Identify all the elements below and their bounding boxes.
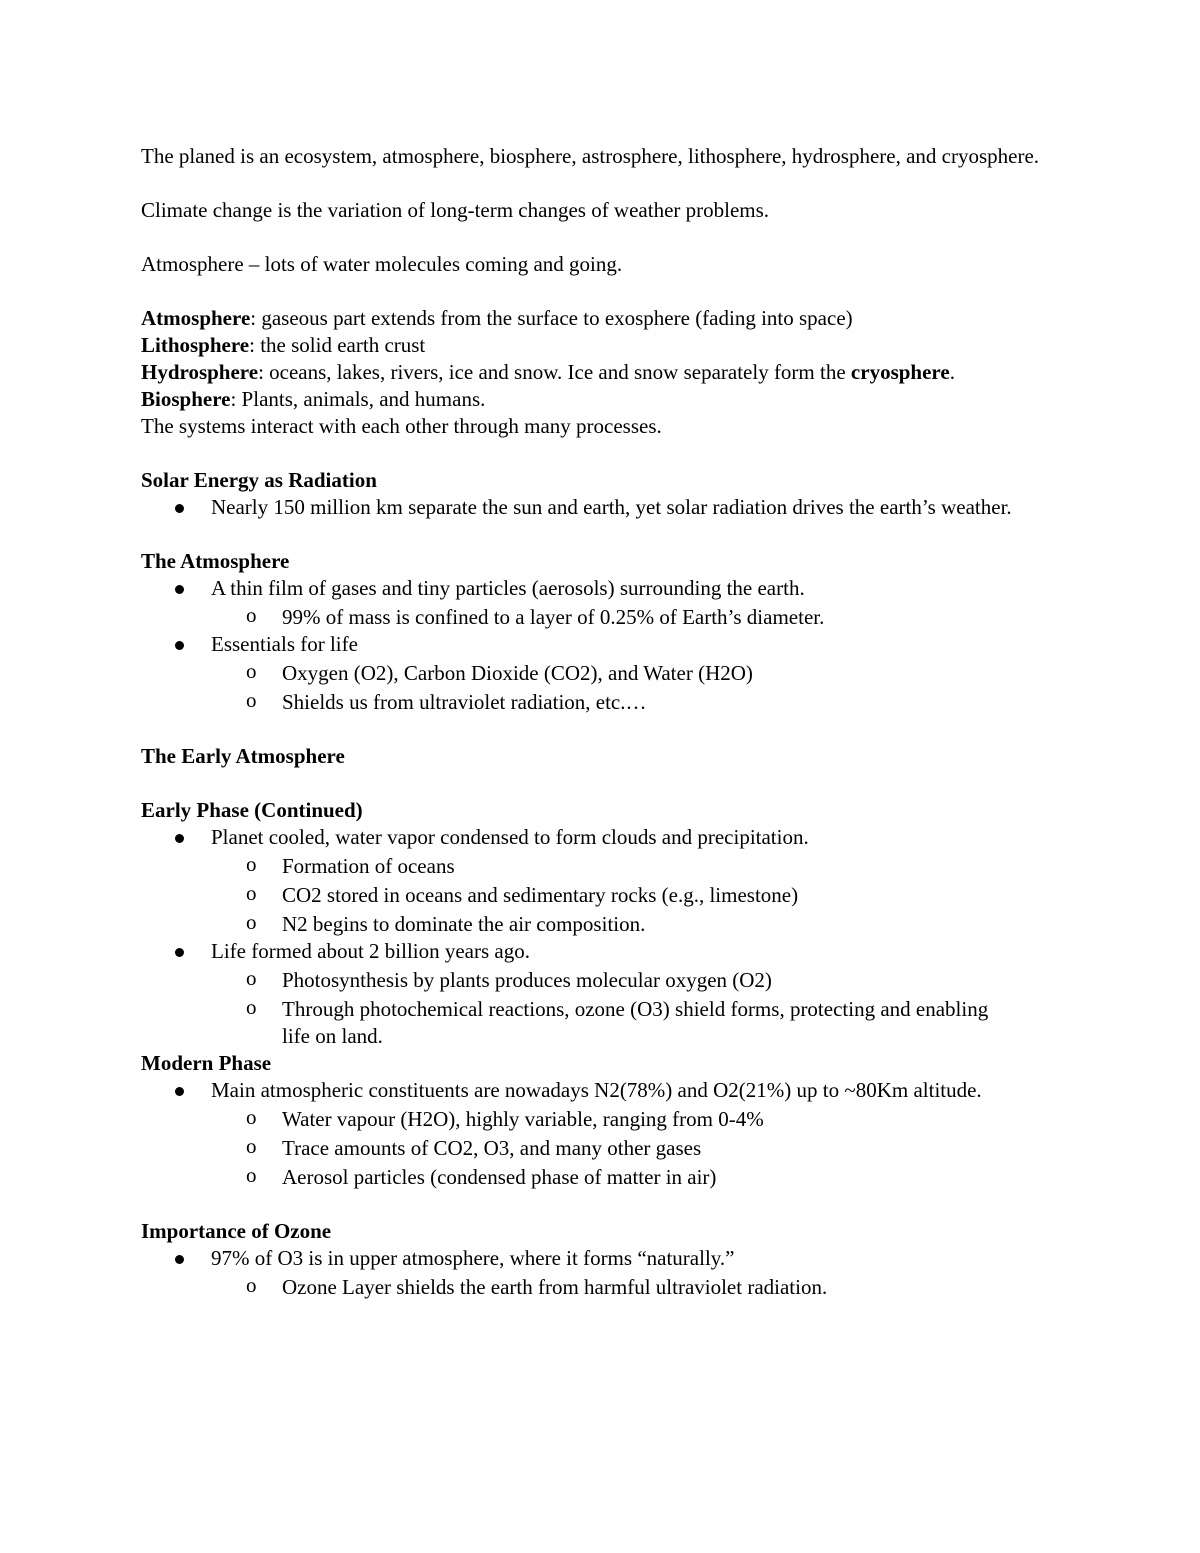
sub-list-item-text: Photosynthesis by plants produces molecular oxygen (O2) (282, 968, 772, 992)
sub-list-item (210, 880, 1061, 909)
sub-list-item-text: Oxygen (O2), Carbon Dioxide (CO2), and Water (H2O) (282, 661, 753, 685)
modern-phase-bullet-list (141, 1077, 1061, 1191)
term-cryosphere: cryosphere (850, 360, 950, 384)
sub-list-item-text: Shields us from ultraviolet radiation, etc.… (282, 690, 647, 714)
intro-paragraph-atmosphere-water: Atmosphere – lots of water molecules coming and going. (141, 252, 623, 276)
solar-bullet-list (141, 494, 1061, 521)
list-item-text: A thin film of gases and tiny particles (aerosols) surrounding the earth. (211, 576, 805, 600)
sub-list-item-text: CO2 stored in oceans and sedimentary rocks (e.g., limestone) (282, 883, 799, 907)
heading-early-phase: Early Phase (Continued) (141, 798, 363, 822)
list-item (141, 1077, 1061, 1191)
sub-list-item (210, 851, 1061, 880)
list-item-text: Nearly 150 million km separate the sun and earth, yet solar radiation drives the earth’s weather. (211, 495, 1012, 519)
sub-list-item-text: Ozone Layer shields the earth from harmful ultraviolet radiation. (282, 1275, 828, 1299)
bullet-circle-icon: o (246, 659, 257, 683)
list-item (141, 824, 1061, 938)
bullet-circle-icon: o (246, 852, 257, 876)
list-item-text: Essentials for life (211, 632, 358, 656)
bullet-circle-icon: o (246, 1105, 257, 1129)
sub-list-item-text: Trace amounts of CO2, O3, and many other gases (282, 1136, 702, 1160)
early-phase-bullet-list (141, 824, 1061, 1050)
heading-early-atmosphere: The Early Atmosphere (141, 744, 345, 768)
bullet-circle-icon: o (246, 1134, 257, 1158)
sub-list-item (210, 687, 1061, 716)
bullet-circle-icon: o (246, 995, 257, 1019)
intro-paragraph-climate-change: Climate change is the variation of long-term changes of weather problems. (141, 198, 770, 222)
sub-list-item (210, 1104, 1021, 1133)
sub-list (211, 602, 1061, 631)
bullet-circle-icon: o (246, 1163, 257, 1187)
sub-list-item-text: N2 begins to dominate the air composition. (282, 912, 646, 936)
document-body (141, 143, 1061, 1301)
heading-importance-of-ozone: Importance of Ozone (141, 1219, 332, 1243)
list-item (141, 631, 1061, 716)
ozone-bullet-list (141, 1245, 1061, 1301)
definition-hydrosphere (141, 359, 1061, 386)
bullet-circle-icon: o (246, 966, 257, 990)
sub-list-item-text: Water vapour (H2O), highly variable, ranging from 0-4% (282, 1107, 764, 1131)
bullet-dot-icon (175, 948, 184, 957)
heading-the-atmosphere: The Atmosphere (141, 549, 290, 573)
list-item (141, 938, 1061, 1050)
heading-solar-energy: Solar Energy as Radiation (141, 468, 377, 492)
list-item (141, 575, 1061, 631)
list-item (141, 1245, 1061, 1301)
bullet-dot-icon (175, 1087, 184, 1096)
sub-list (211, 851, 1061, 938)
term-atmosphere: Atmosphere (141, 306, 251, 330)
term-hydrosphere: Hydrosphere (141, 360, 259, 384)
intro-paragraph-ecosystem: The planed is an ecosystem, atmosphere, biosphere, astrosphere, lithosphere, hydrosphere, and cryosphere. (141, 144, 1040, 168)
definition-hydrosphere-end: . (949, 360, 955, 384)
definition-lithosphere (141, 332, 1061, 359)
sub-list-item (210, 909, 1061, 938)
sub-list (211, 965, 1061, 1050)
bullet-dot-icon (175, 585, 184, 594)
list-item-text: 97% of O3 is in upper atmosphere, where it forms “naturally.” (211, 1246, 735, 1270)
bullet-circle-icon: o (246, 910, 257, 934)
sub-list-item-text: Formation of oceans (282, 854, 455, 878)
sub-list (211, 1272, 1061, 1301)
atmosphere-bullet-list (141, 575, 1061, 716)
sub-list-item-text: Aerosol particles (condensed phase of matter in air) (282, 1165, 717, 1189)
sub-list-item (210, 602, 1061, 631)
bullet-circle-icon: o (246, 603, 257, 627)
definition-atmosphere (141, 305, 1061, 332)
term-biosphere: Biosphere (141, 387, 231, 411)
heading-modern-phase: Modern Phase (141, 1051, 272, 1075)
sub-list (211, 1104, 1021, 1191)
bullet-circle-icon: o (246, 1273, 257, 1297)
bullet-dot-icon (175, 1255, 184, 1264)
sub-list-item (210, 1162, 1021, 1191)
sub-list-item (210, 965, 1061, 994)
term-lithosphere: Lithosphere (141, 333, 250, 357)
definition-lithosphere-text: : the solid earth crust (249, 333, 426, 357)
bullet-circle-icon: o (246, 688, 257, 712)
list-item-text: Life formed about 2 billion years ago. (211, 939, 530, 963)
bullet-circle-icon: o (246, 881, 257, 905)
sub-list-item (210, 658, 1061, 687)
list-item-text: Main atmospheric constituents are nowadays N2(78%) and O2(21%) up to ~80Km altitude. (211, 1078, 982, 1102)
definition-atmosphere-text: : gaseous part extends from the surface to exosphere (fading into space) (250, 306, 853, 330)
sub-list (211, 658, 1061, 716)
sub-list-item-text: Through photochemical reactions, ozone (O3) shield forms, protecting and enabling life on land. (282, 997, 989, 1048)
sub-list-item (210, 1133, 1021, 1162)
bullet-dot-icon (175, 504, 184, 513)
bullet-dot-icon (175, 834, 184, 843)
list-item (141, 494, 1061, 521)
sub-list-item-text: 99% of mass is confined to a layer of 0.25% of Earth’s diameter. (282, 605, 825, 629)
systems-interact-text: The systems interact with each other through many processes. (141, 414, 662, 438)
bullet-dot-icon (175, 641, 184, 650)
definition-biosphere (141, 386, 1061, 413)
definition-biosphere-text: : Plants, animals, and humans. (230, 387, 486, 411)
sub-list-item (210, 994, 1061, 1050)
sub-list-item (210, 1272, 1061, 1301)
list-item-text: Planet cooled, water vapor condensed to form clouds and precipitation. (211, 825, 809, 849)
definition-hydrosphere-text: : oceans, lakes, rivers, ice and snow. Ice and snow separately form the (258, 360, 851, 384)
